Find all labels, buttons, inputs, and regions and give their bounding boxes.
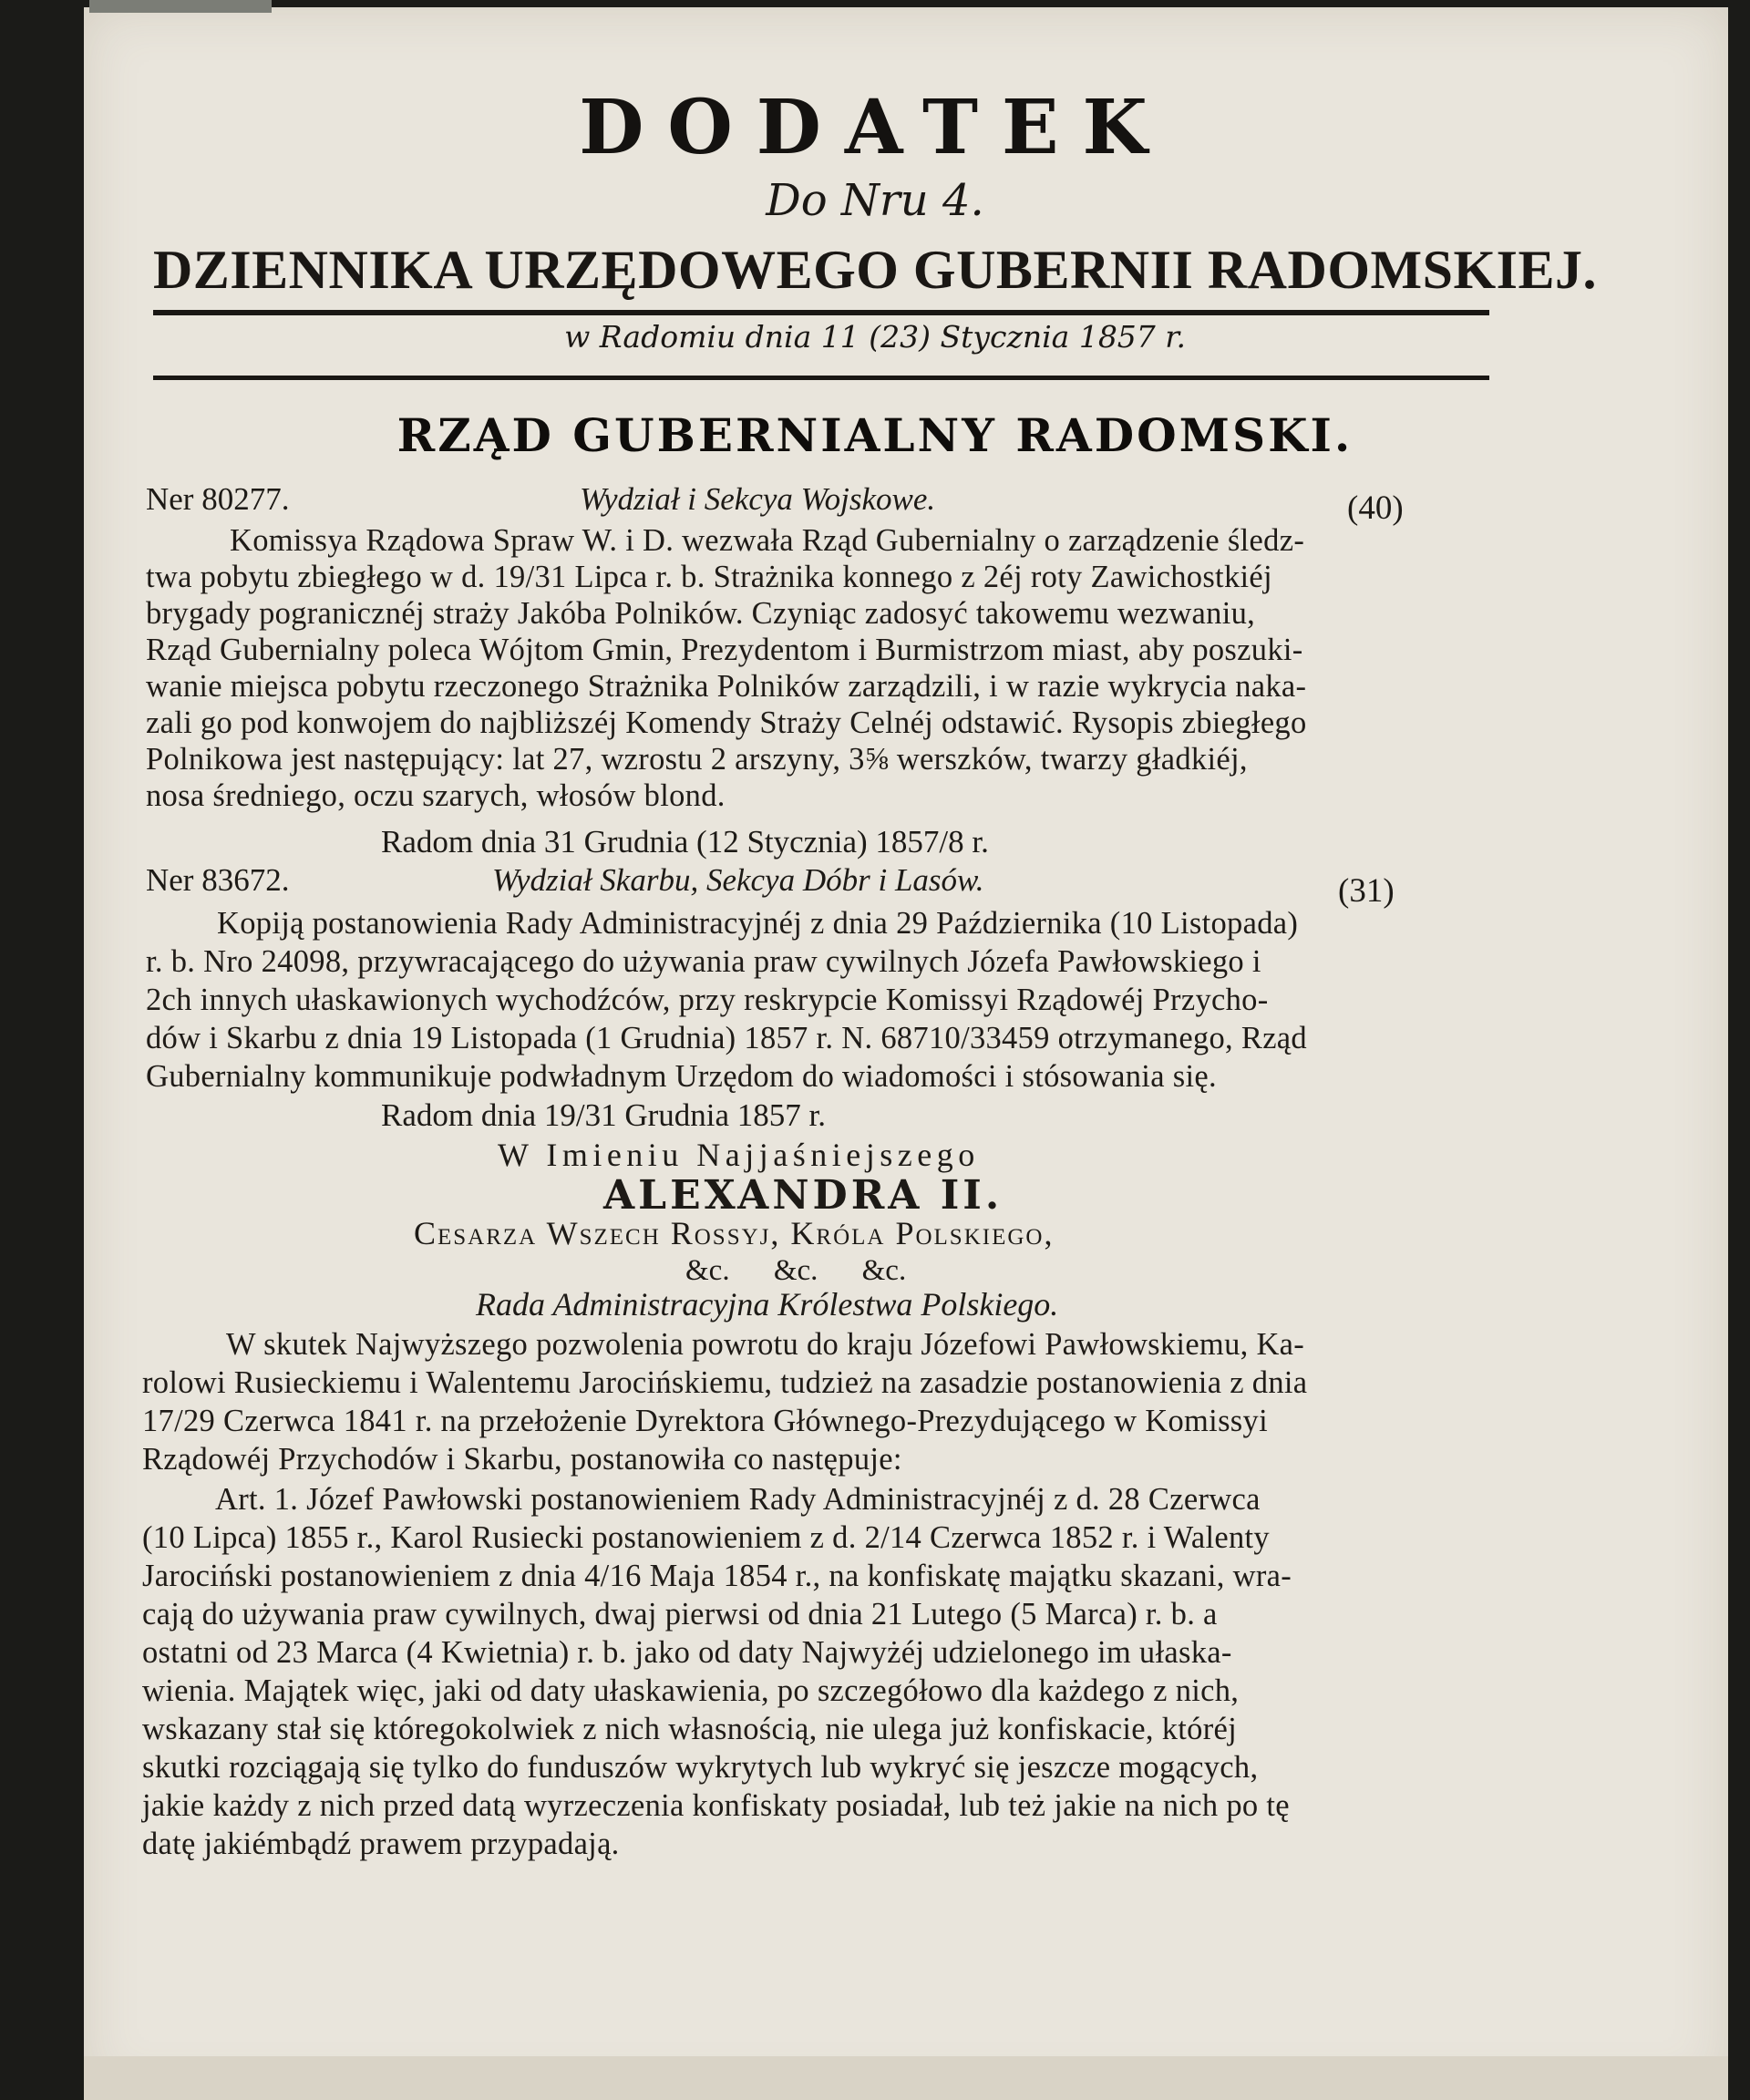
decree-text-line: (10 Lipca) 1855 r., Karol Rusiecki postanowieniem z d. 2/14 Czerwca 1852 r. i Walenty [142,1520,1270,1555]
decree-text-line: wienia. Majątek więc, jaki od daty ułaskawienia, po szczegółowo dla każdego z nich, [142,1673,1240,1708]
dateline: w Radomiu dnia 11 (23) Stycznia 1857 r. [564,319,1186,355]
notice-department: Wydział Skarbu, Sekcya Dóbr i Lasów. [492,862,984,898]
notice-code: (31) [1338,872,1395,910]
decree-text-line: datę jakiémbądź prawem przypadają. [142,1827,620,1861]
decree-text-line: skutki rozciągają się tylko do funduszów wykrytych lub wykryć się jeszcze mogących, [142,1750,1259,1785]
notice-text-line: Polnikowa jest następujący: lat 27, wzrostu 2 arszyny, 3⅝ werszków, twarzy gładkiéj, [146,742,1248,777]
journal-title: DZIENNIKA URZĘDOWEGO GUBERNII RADOMSKIEJ. [152,240,1598,300]
notice-text-line: r. b. Nro 24098, przywracającego do używania praw cywilnych Józefa Pawłowskiego i [146,944,1261,979]
decree-titles: Cesarza Wszech Rossyj, Króla Polskiego, [414,1215,1055,1251]
decree-text-line: jakie każdy z nich przed datą wyrzeczenia konfiskaty posiadał, lub też jakie na nich po tę [142,1788,1290,1823]
notice-code: (40) [1347,489,1404,527]
notice-number: Ner 83672. [146,862,290,898]
header-rule-top [153,310,1489,315]
issue-number: Do Nru 4. [766,175,984,226]
decree-invocation: W Imieniu Najjaśniejszego [498,1137,980,1173]
notice-text-line: Gubernialny kommunikuje podwładnym Urzędom do wiadomości i stósowania się. [146,1059,1217,1094]
notice-number: Ner 80277. [146,481,290,517]
decree-text-line: Rządowéj Przychodów i Skarbu, postanowiła co następuje: [142,1442,902,1477]
decree-text-line: cają do używania praw cywilnych, dwaj pierwsi od dnia 21 Lutego (5 Marca) r. b. a [142,1597,1218,1632]
decree-text-line: 17/29 Czerwca 1841 r. na przełożenie Dyrektora Głównego-Prezydującego w Komissyi [142,1404,1268,1438]
decree-issuer: Rada Administracyjna Królestwa Polskiego. [476,1286,1059,1323]
notice-closing: Radom dnia 31 Grudnia (12 Stycznia) 1857/8 r. [381,824,989,860]
decree-text-line: Jarociński postanowieniem z dnia 4/16 Maja 1854 r., na konfiskatę majątku skazani, wra- [142,1559,1292,1593]
notice-text-line: Rząd Gubernialny poleca Wójtom Gmin, Prezydentom i Burmistrzom miast, aby poszuki- [146,633,1303,667]
notice-text-line: zali go pod konwojem do najbliższéj Komendy Straży Celnéj odstawić. Rysopis zbiegłego [146,705,1307,740]
notice-text-line: twa pobytu zbiegłego w d. 19/31 Lipca r. b. Strażnika konnego z 2éj roty Zawichostkiéj [146,560,1272,594]
notice-text-line: wanie miejsca pobytu rzeczonego Strażnika Polników zarządzili, i w razie wykrycia naka- [146,669,1307,704]
authority-heading: RZĄD GUBERNIALNY RADOMSKI. [396,408,1354,462]
page-bottom-edge [84,2056,1728,2100]
decree-text-line: wskazany stał się któregokolwiek z nich własnością, nie ulega już konfiskacie, któréj [142,1712,1238,1746]
notice-closing: Radom dnia 19/31 Grudnia 1857 r. [381,1097,827,1133]
notice-text-line: 2ch innych ułaskawionych wychodźców, przy reskrypcie Komissyi Rządowéj Przycho- [146,983,1269,1017]
decree-text-line: ostatni od 23 Marca (4 Kwietnia) r. b. jako od daty Najwyżéj udzielonego im ułaska- [142,1635,1232,1670]
header-rule-bottom [153,376,1489,380]
notice-text-line: dów i Skarbu z dnia 19 Listopada (1 Grudnia) 1857 r. N. 68710/33459 otrzymanego, Rząd [146,1021,1307,1055]
decree-text-line: Art. 1. Józef Pawłowski postanowieniem Rady Administracyjnéj z d. 28 Czerwca [215,1482,1261,1517]
binding-edge [89,0,272,13]
notice-text-line: Kopiją postanowienia Rady Administracyjnéj z dnia 29 Października (10 Listopada) [217,906,1299,941]
decree-text-line: W skutek Najwyższego pozwolenia powrotu do kraju Józefowi Pawłowskiemu, Ka- [226,1327,1305,1362]
notice-text-line: brygady pogranicznéj straży Jakóba Polników. Czyniąc zadosyć takowemu wezwaniu, [146,596,1256,631]
decree-monarch: ALEXANDRA II. [603,1172,1004,1219]
main-title: DODATEK [579,84,1171,171]
notice-text-line: Komissya Rządowa Spraw W. i D. wezwała Rząd Gubernialny o zarządzenie śledz- [230,523,1305,558]
notice-department: Wydział i Sekcya Wojskowe. [580,481,936,517]
decree-etc: &c. &c. &c. [685,1254,907,1287]
decree-text-line: rolowi Rusieckiemu i Walentemu Jarocińskiemu, tudzież na zasadzie postanowienia z dnia [142,1365,1308,1400]
notice-text-line: nosa średniego, oczu szarych, włosów blond. [146,778,726,813]
